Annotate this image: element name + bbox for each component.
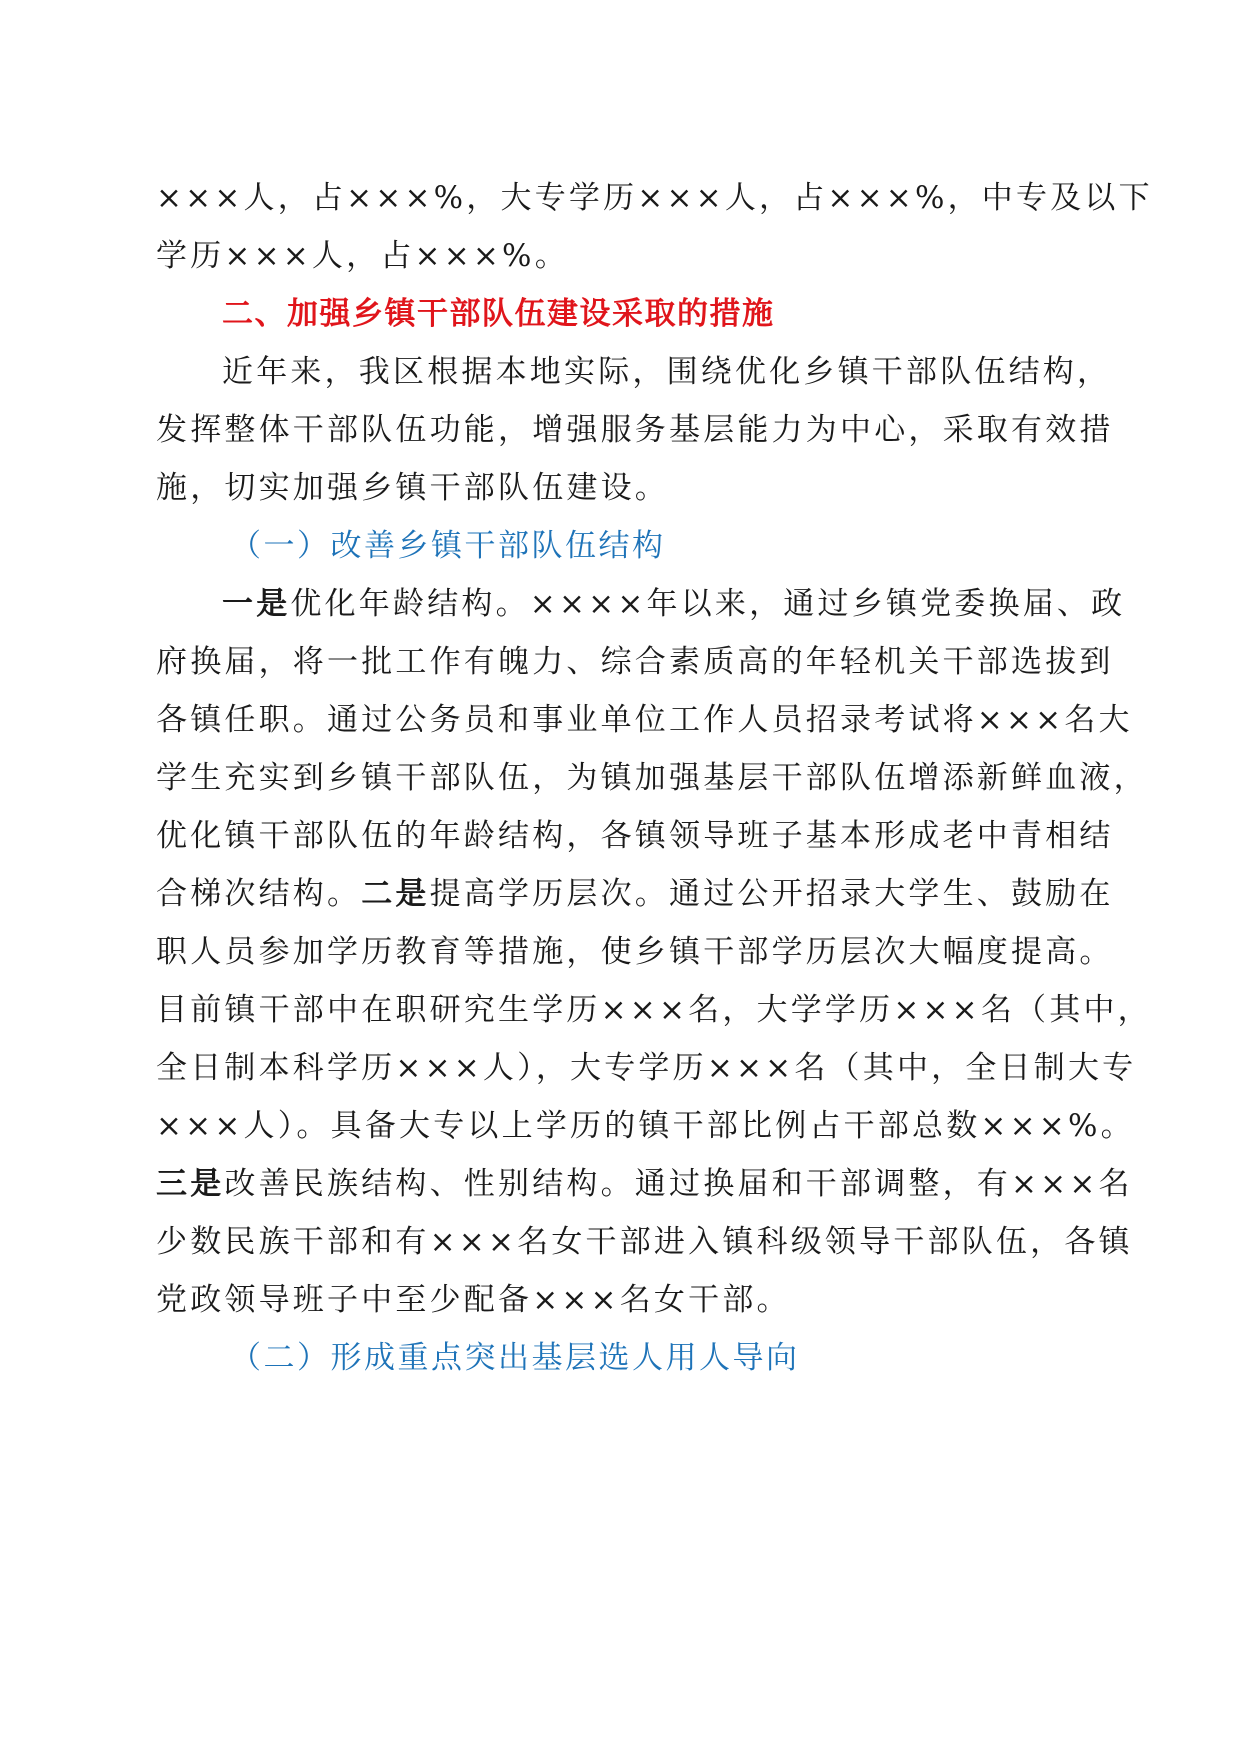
body-line: 少数民族干部和有×××名女干部进入镇科级领导干部队伍，各镇 — [156, 1224, 1133, 1260]
section-heading: 二、加强乡镇干部队伍建设采取的措施 — [222, 296, 775, 332]
body-line: 目前镇干部中在职研究生学历×××名，大学学历×××名（其中， — [156, 992, 1152, 1028]
body-line: 各镇任职。通过公务员和事业单位工作人员招录考试将×××名大 — [156, 702, 1133, 738]
body-line: 优化镇干部队伍的年龄结构，各镇领导班子基本形成老中青相结 — [156, 818, 1114, 854]
body-line: ×××人，占×××%，大专学历×××人，占×××%，中专及以下 — [156, 180, 1153, 216]
body-line: 全日制本科学历×××人），大专学历×××名（其中，全日制大专 — [156, 1050, 1137, 1086]
body-line: 发挥整体干部队伍功能，增强服务基层能力为中心，采取有效措 — [156, 412, 1114, 448]
body-line — [156, 1164, 1133, 1204]
body-line: 施，切实加强乡镇干部队伍建设。 — [156, 470, 669, 506]
body-text: 合梯次结构。 — [156, 876, 362, 912]
body-line: 职人员参加学历教育等措施，使乡镇干部学历层次大幅度提高。 — [156, 934, 1114, 970]
lead-phrase: 一是 — [222, 586, 291, 622]
body-text: 改善民族结构、性别结构。通过换届和干部调整，有×××名 — [224, 1166, 1133, 1202]
lead-phrase: 二是 — [361, 876, 430, 912]
body-line: 近年来，我区根据本地实际，围绕优化乡镇干部队伍结构， — [222, 354, 1112, 390]
body-line: 学生充实到乡镇干部队伍，为镇加强基层干部队伍增添新鲜血液， — [156, 760, 1148, 796]
subsection-heading: （二）形成重点突出基层选人用人导向 — [230, 1340, 800, 1376]
subsection-heading: （一）改善乡镇干部队伍结构 — [230, 528, 666, 564]
body-line: ×××人）。具备大专以上学历的镇干部比例占干部总数×××%。 — [156, 1108, 1135, 1144]
body-line: 府换届，将一批工作有魄力、综合素质高的年轻机关干部选拔到 — [156, 644, 1114, 680]
body-line: 党政领导班子中至少配备×××名女干部。 — [156, 1282, 791, 1318]
body-text: 提高学历层次。通过公开招录大学生、鼓励在 — [429, 876, 1114, 912]
body-text: 优化年龄结构。××××年以来，通过乡镇党委换届、政 — [290, 586, 1126, 622]
body-line — [156, 874, 1114, 914]
body-line: 学历×××人，占×××%。 — [156, 238, 569, 274]
lead-phrase: 三是 — [156, 1166, 225, 1202]
body-line — [222, 584, 1125, 624]
